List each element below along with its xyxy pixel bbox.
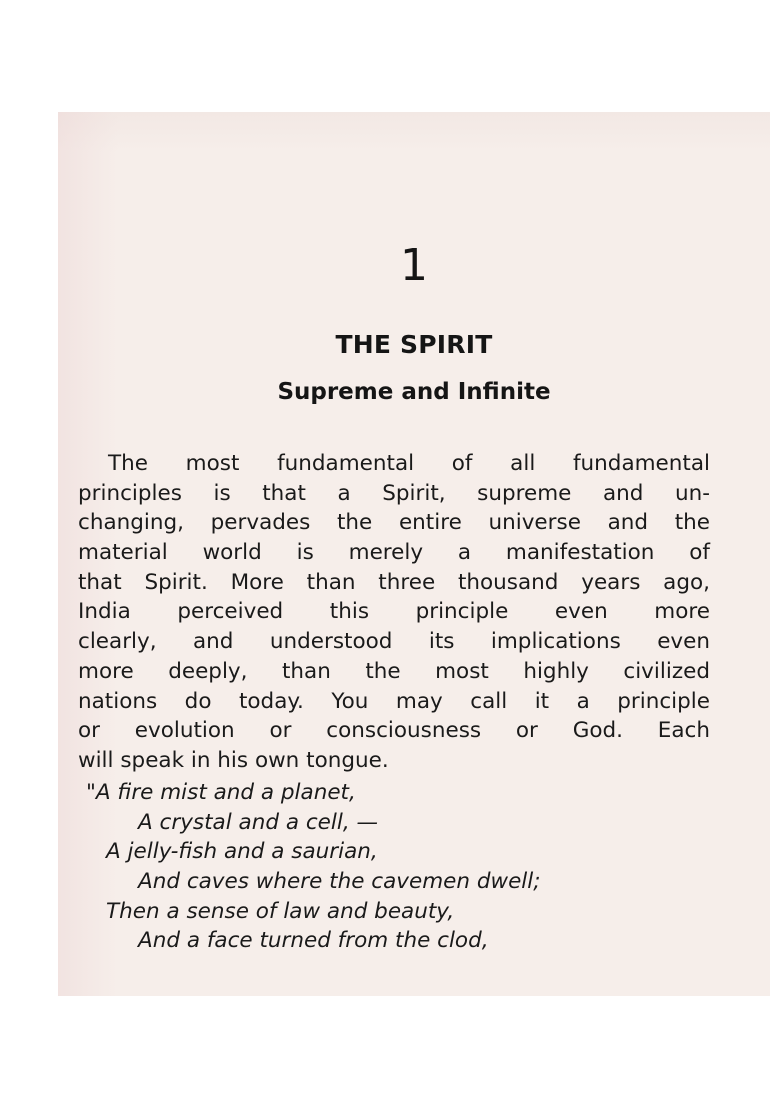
book-page xyxy=(58,112,770,996)
paragraph-line: material world is merely a manifestation of xyxy=(78,540,710,566)
verse-line: And caves where the cavemen dwell; xyxy=(138,869,541,895)
paragraph-line: that Spirit. More than three thousand years ago, xyxy=(78,569,710,595)
verse-quote xyxy=(78,778,718,956)
paragraph-line: principles is that a Spirit, supreme and un- xyxy=(78,480,710,506)
paragraph-line: The most fundamental of all fundamental xyxy=(108,451,710,476)
verse-line: A jelly-fish and a saurian, xyxy=(106,839,378,865)
chapter-number: 1 xyxy=(400,240,428,291)
verse-line: "A fire mist and a planet, xyxy=(86,780,356,805)
paragraph-line: or evolution or consciousness or God. Each xyxy=(78,718,710,744)
paragraph-line: changing, pervades the entire universe and the xyxy=(78,510,710,536)
verse-line: Then a sense of law and beauty, xyxy=(106,898,455,924)
chapter-title: THE SPIRIT xyxy=(335,330,493,359)
paragraph-line: more deeply, than the most highly civilized xyxy=(78,658,710,684)
paragraph-line: India perceived this principle even more xyxy=(78,599,710,625)
verse-line: And a face turned from the clod, xyxy=(138,928,489,954)
chapter-subtitle: Supreme and Infinite xyxy=(277,379,551,405)
body-paragraph xyxy=(78,449,710,776)
paragraph-line: will speak in his own tongue. xyxy=(78,747,389,773)
paragraph-line: clearly, and understood its implications even xyxy=(78,629,710,655)
paragraph-line: nations do today. You may call it a principle xyxy=(78,688,710,714)
verse-line: A crystal and a cell, — xyxy=(138,809,378,835)
